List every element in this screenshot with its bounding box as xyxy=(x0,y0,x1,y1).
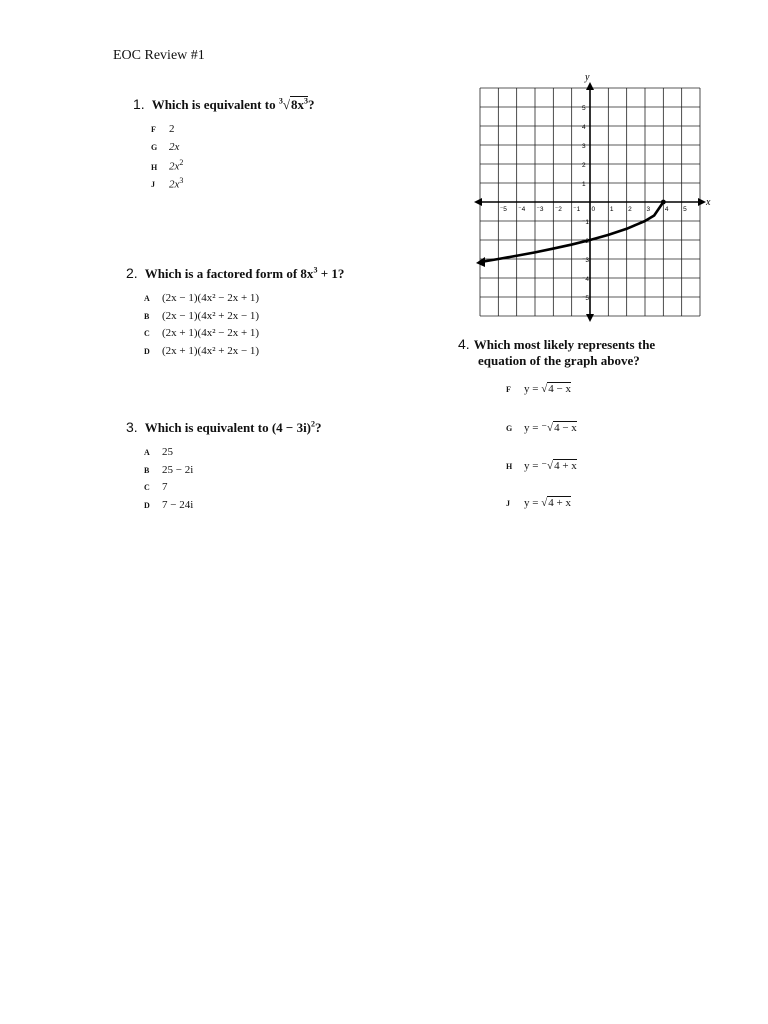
x-tick-label: ⁻5 xyxy=(499,206,507,213)
question-number: 3. xyxy=(126,419,138,435)
x-tick-label: ⁻2 xyxy=(554,206,562,213)
x-tick-label: 1 xyxy=(609,206,614,213)
radical-index: 3 xyxy=(278,96,283,106)
choice-f[interactable]: F y = √4 − x xyxy=(506,383,571,395)
question-number: 4. xyxy=(458,336,470,352)
axes xyxy=(474,82,706,322)
choice-list xyxy=(144,292,344,362)
choice-c[interactable]: C 7 xyxy=(144,481,168,493)
question-1 xyxy=(133,96,314,193)
radical-sign-icon: √ xyxy=(547,422,554,434)
radical-sign-icon: √ xyxy=(541,497,548,509)
y-tick-label: 3 xyxy=(582,143,586,150)
choice-b[interactable]: B 25 − 2i xyxy=(144,463,194,476)
choice-h[interactable]: H y = ⁻√4 + x xyxy=(506,460,577,472)
question-3 xyxy=(126,419,322,516)
y-axis-arrow-down-icon xyxy=(586,314,594,322)
x-tick-label: 4 xyxy=(664,206,669,213)
coordinate-graph xyxy=(470,70,720,330)
question-4 xyxy=(458,336,655,535)
choice-a[interactable]: A 25 xyxy=(144,446,173,458)
question-3-prompt: 3. Which is equivalent to $(4 - 3i)^2$? xyxy=(126,419,322,435)
curve-arrow-icon xyxy=(476,257,485,267)
x-axis-label: x xyxy=(706,197,711,208)
x-tick-label: 3 xyxy=(646,206,651,213)
y-tick-label: ⁻3 xyxy=(582,257,590,264)
x-tick-label: ⁻3 xyxy=(536,206,544,213)
y-tick-label: 5 xyxy=(582,105,586,112)
choice-d[interactable]: D (2x + 1)(4x² + 2x − 1) xyxy=(144,344,260,357)
choice-g[interactable]: G 2x xyxy=(151,140,180,153)
y-tick-label: 1 xyxy=(582,181,586,188)
y-axis-label: y xyxy=(585,72,590,83)
y-tick-label: ⁻1 xyxy=(582,219,590,226)
choice-list xyxy=(144,446,322,516)
y-axis-arrow-up-icon xyxy=(586,82,594,90)
question-number: 1. xyxy=(133,96,145,112)
radical-sign-icon: √ xyxy=(282,97,290,112)
choice-c[interactable]: C (2x + 1)(4x² − 2x + 1) xyxy=(144,327,260,339)
y-tick-label: 2 xyxy=(582,162,586,169)
radicand: $8x^3$ xyxy=(290,96,308,112)
x-axis-arrow-right-icon xyxy=(698,198,706,206)
curve-endpoint xyxy=(661,200,666,205)
x-tick-label: 2 xyxy=(628,206,632,213)
question-1-prompt: 1. Which is equivalent to $^3√8x^3$? xyxy=(133,96,315,112)
x-tick-label: ⁻4 xyxy=(518,206,526,213)
y-tick-label: ⁻2 xyxy=(582,238,590,245)
x-tick-label: ⁻1 xyxy=(573,206,581,213)
question-number: 2. xyxy=(126,265,138,281)
tick-labels xyxy=(500,105,687,302)
choice-b[interactable]: B (2x − 1)(4x² + 2x − 1) xyxy=(144,309,260,322)
choice-j[interactable]: J y = √4 + x xyxy=(506,497,571,509)
x-tick-label: 0 xyxy=(591,206,596,213)
y-tick-label: 4 xyxy=(582,124,586,131)
x-axis-arrow-left-icon xyxy=(474,198,482,206)
question-2-prompt: 2. Which is a factored form of $8x^3 + 1$? xyxy=(126,265,345,281)
choice-list xyxy=(506,383,655,535)
y-tick-label: ⁻4 xyxy=(582,276,590,283)
x-tick-label: 5 xyxy=(683,206,687,213)
choice-g[interactable]: G y = ⁻√4 − x xyxy=(506,422,577,434)
choice-f[interactable]: F 2 xyxy=(151,123,175,135)
question-4-prompt: 4. Which most likely represents the equation of the graph above? xyxy=(458,336,656,368)
question-2 xyxy=(126,265,344,362)
choice-h[interactable]: H $2x^2$ xyxy=(151,158,184,173)
radical-sign-icon: √ xyxy=(547,460,554,472)
document-title: EOC Review #1 xyxy=(113,48,205,63)
y-tick-label: ⁻5 xyxy=(582,295,590,302)
choice-d[interactable]: D 7 − 24i xyxy=(144,498,194,511)
choice-a[interactable]: A (2x − 1)(4x² − 2x + 1) xyxy=(144,292,260,304)
choice-j[interactable]: J $2x^3$ xyxy=(151,175,184,191)
choice-list xyxy=(151,123,314,193)
radical-sign-icon: √ xyxy=(541,383,548,395)
